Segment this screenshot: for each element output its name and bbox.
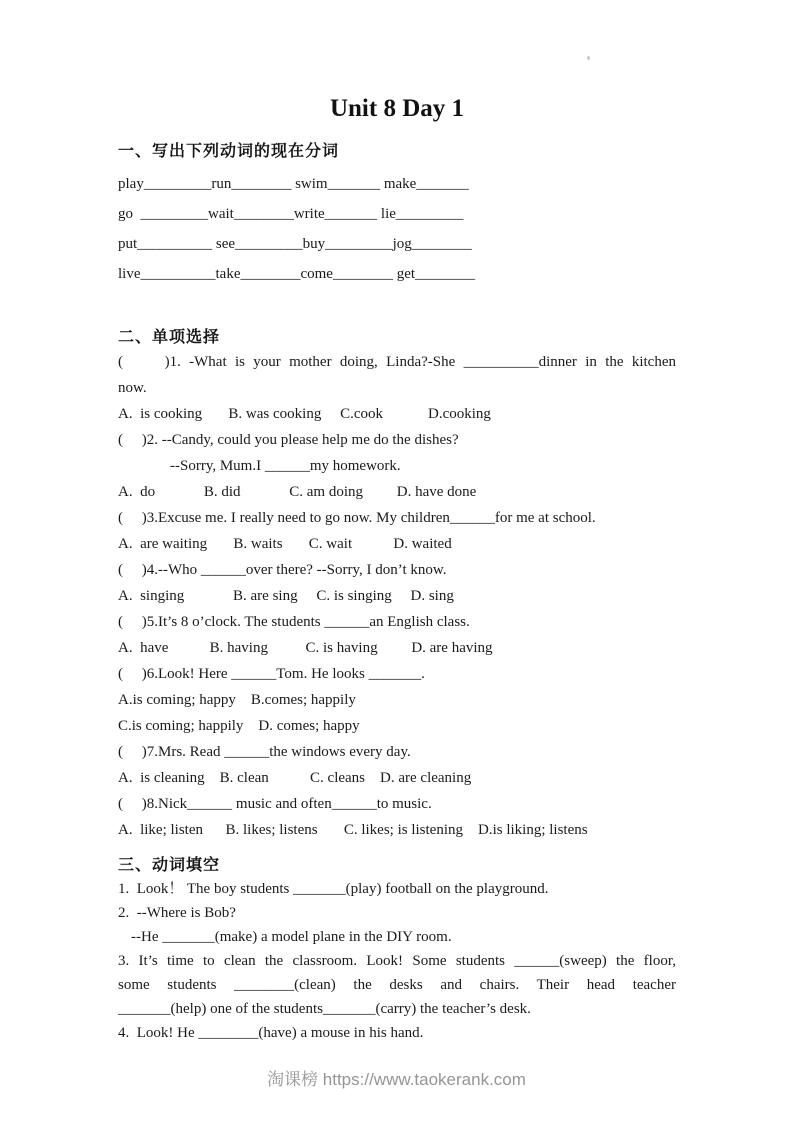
watermark: 淘课榜 https://www.taokerank.com: [267, 1070, 526, 1089]
q8-options: A. like; listen B. likes; listens C. likes; is listening D.is liking; listens: [118, 822, 588, 838]
q5-options: A. have B. having C. is having D. are having: [118, 640, 493, 656]
section-verbs: [118, 141, 676, 289]
q5-line: ( )5.It’s 8 o’clock. The students ______an English class.: [118, 614, 470, 630]
q6-line: ( )6.Look! Here ______Tom. He looks _______.: [118, 666, 425, 682]
section-fill-heading: 三、动词填空: [118, 857, 221, 874]
fill-1: 1. Look！ The boy students _______(play) football on the playground.: [118, 881, 549, 897]
fill-3-line2: some students ________(clean) the desks and chairs. Their head teacher: [118, 977, 676, 993]
verb-row-2: go _________wait________write_______ lie_________: [118, 206, 464, 222]
q7-line: ( )7.Mrs. Read ______the windows every day.: [118, 744, 411, 760]
q6-options-ab: A.is coming; happy B.comes; happily: [118, 692, 356, 708]
fill-2-line2: --He _______(make) a model plane in the DIY room.: [131, 929, 452, 945]
q8-line: ( )8.Nick______ music and often______to music.: [118, 796, 432, 812]
verb-row-1: play_________run________ swim_______ make_______: [118, 176, 469, 192]
q4-line: ( )4.--Who ______over there? --Sorry, I don’t know.: [118, 562, 447, 578]
fill-lines: [118, 877, 676, 1045]
q6-options-cd: C.is coming; happily D. comes; happy: [118, 718, 360, 734]
verb-rows: [118, 169, 676, 289]
q2-line1: ( )2. --Candy, could you please help me do the dishes?: [118, 432, 459, 448]
section-verbs-heading: 一、写出下列动词的现在分词: [118, 143, 340, 160]
section-fill: [118, 855, 676, 1045]
q1-line1: ( )1. -What is your mother doing, Linda?-She __________dinner in the kitchen: [118, 354, 676, 370]
q4-options: A. singing B. are sing C. is singing D. sing: [118, 588, 454, 604]
choice-lines: [118, 349, 676, 843]
verb-row-4: live__________take________come________ get________: [118, 266, 476, 282]
verb-row-3: put__________ see_________buy_________jog________: [118, 236, 472, 252]
fill-3-line3: _______(help) one of the students_______(carry) the teacher’s desk.: [118, 1001, 531, 1017]
q7-options: A. is cleaning B. clean C. cleans D. are cleaning: [118, 770, 472, 786]
q1-line2: now.: [118, 380, 147, 396]
worksheet-page: [118, 0, 676, 1045]
q2-options: A. do B. did C. am doing D. have done: [118, 484, 477, 500]
section-choice-heading: 二、单项选择: [118, 329, 221, 346]
fill-2-line1: 2. --Where is Bob?: [118, 905, 236, 921]
section-choice: [118, 327, 676, 843]
q3-line: ( )3.Excuse me. I really need to go now. My children______for me at school.: [118, 510, 596, 526]
fill-3-line1: 3. It’s time to clean the classroom. Look! Some students ______(sweep) the floor,: [118, 953, 676, 969]
q3-options: A. are waiting B. waits C. wait D. waited: [118, 536, 452, 552]
page-title: Unit 8 Day 1: [329, 95, 465, 122]
q1-options: A. is cooking B. was cooking C.cook D.cooking: [118, 406, 491, 422]
fill-4: 4. Look! He ________(have) a mouse in his hand.: [118, 1025, 424, 1041]
q2-line2: --Sorry, Mum.I ______my homework.: [170, 458, 401, 474]
